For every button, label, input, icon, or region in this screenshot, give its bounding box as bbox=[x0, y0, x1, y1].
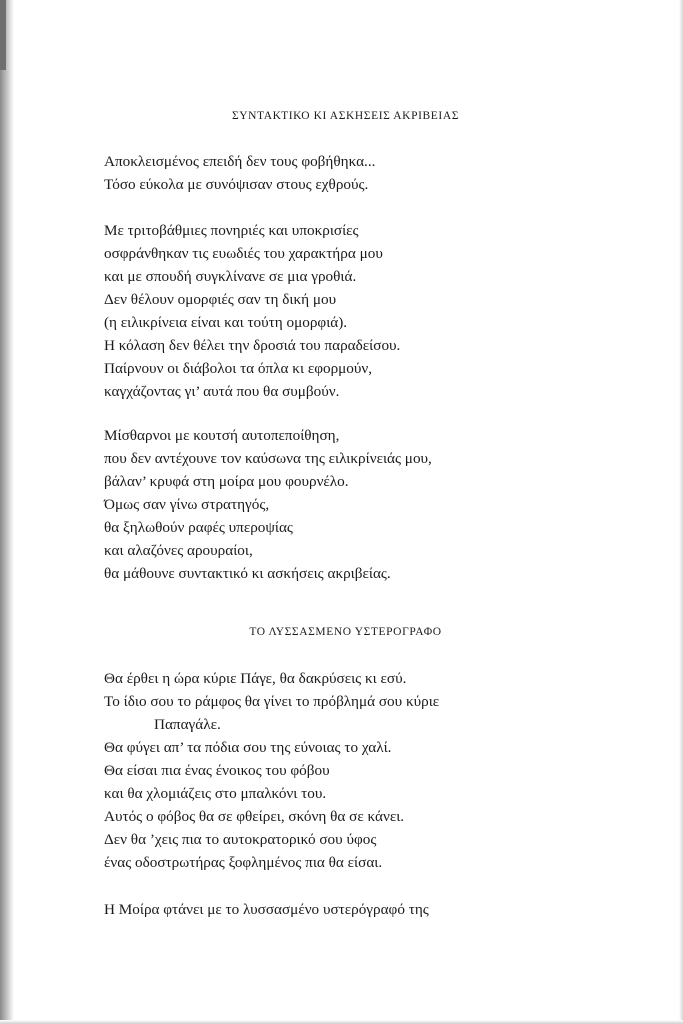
poem-line: Όμως σαν γίνω στρατηγός, bbox=[104, 496, 270, 513]
poem-line: Το ίδιο σου το ράμφος θα γίνει το πρόβλημά σου κύριε bbox=[104, 693, 440, 710]
page-bottom-edge bbox=[0, 1020, 683, 1024]
page-right-edge bbox=[679, 0, 683, 1024]
poem-line: ένας οδοστρωτήρας ξοφλημένος πια θα είσαι. bbox=[104, 854, 383, 871]
poem-stanza bbox=[104, 424, 432, 585]
poem-line: οσφράνθηκαν τις ευωδιές του χαρακτήρα μου bbox=[104, 245, 383, 262]
poem-line: και με σπουδή συγκλίνανε σε μια γροθιά. bbox=[104, 268, 357, 285]
poem-line: Τόσο εύκολα με συνόψισαν στους εχθρούς. bbox=[104, 176, 369, 193]
poem-stanza bbox=[104, 150, 375, 196]
poem-line: Δεν θέλουν ομορφιές σαν τη δική μου bbox=[104, 291, 337, 308]
poem-line: και θα χλομιάζεις στο μπαλκόνι του. bbox=[104, 785, 327, 802]
poem-line: Η Μοίρα φτάνει με το λυσσασμένο υστερόγραφό της bbox=[104, 901, 429, 918]
poem-line: Θα φύγει απ’ τα πόδια σου της εύνοιας το χαλί. bbox=[104, 739, 392, 756]
poem-line: Παίρνουν οι διάβολοι τα όπλα κι εφορμούν, bbox=[104, 360, 373, 377]
poem-line: καγχάζοντας γι’ αυτά που θα συμβούν. bbox=[104, 383, 340, 400]
poem-stanza bbox=[104, 898, 429, 921]
poem-stanza bbox=[104, 667, 439, 874]
poem-line: Η κόλαση δεν θέλει την δροσιά του παραδείσου. bbox=[104, 337, 401, 354]
poem-line: θα μάθουνε συντακτικό κι ασκήσεις ακριβείας. bbox=[104, 565, 391, 582]
poem-line: Θα έρθει η ώρα κύριε Πάγε, θα δακρύσεις κι εσύ. bbox=[104, 670, 407, 687]
poem-line: Αποκλεισμένος επειδή δεν τους φοβήθηκα... bbox=[104, 153, 376, 170]
page-binding-shadow bbox=[0, 0, 14, 1024]
poem-line: που δεν αντέχουνε τον καύσωνα της ειλικρίνειάς μου, bbox=[104, 450, 432, 467]
poem-line: βάλαν’ κρυφά στη μοίρα μου φουρνέλο. bbox=[104, 473, 349, 490]
poem-title: ΣΥΝΤΑΚΤΙΚΟ ΚΙ ΑΣΚΗΣΕΙΣ ΑΚΡΙΒΕΙΑΣ bbox=[231, 110, 460, 122]
poem-line: Με τριτοβάθμιες πονηριές και υποκρισίες bbox=[104, 222, 359, 239]
poem-line: θα ξηλωθούν ραφές υπεροψίας bbox=[104, 519, 293, 536]
poem-line: Δεν θα ’χεις πια το αυτοκρατορικό σου ύφος bbox=[104, 831, 377, 848]
poem-line: Αυτός ο φόβος θα σε φθείρει, σκόνη θα σε κάνει. bbox=[104, 808, 405, 825]
poem-stanza bbox=[104, 219, 400, 403]
poem-line: Θα είσαι πια ένας ένοικος του φόβου bbox=[104, 762, 330, 779]
poem-line-continuation: Παπαγάλε. bbox=[154, 716, 221, 733]
poem-line: και αλαζόνες αρουραίοι, bbox=[104, 542, 253, 559]
poem-line: Μίσθαρνοι με κουτσή αυτοπεποίθηση, bbox=[104, 427, 340, 444]
poem-title: ΤΟ ΛΥΣΣΑΣΜΕΝΟ ΥΣΤΕΡΟΓΡΑΦΟ bbox=[249, 626, 442, 638]
poem-line: (η ειλικρίνεια είναι και τούτη ομορφιά). bbox=[104, 314, 348, 331]
